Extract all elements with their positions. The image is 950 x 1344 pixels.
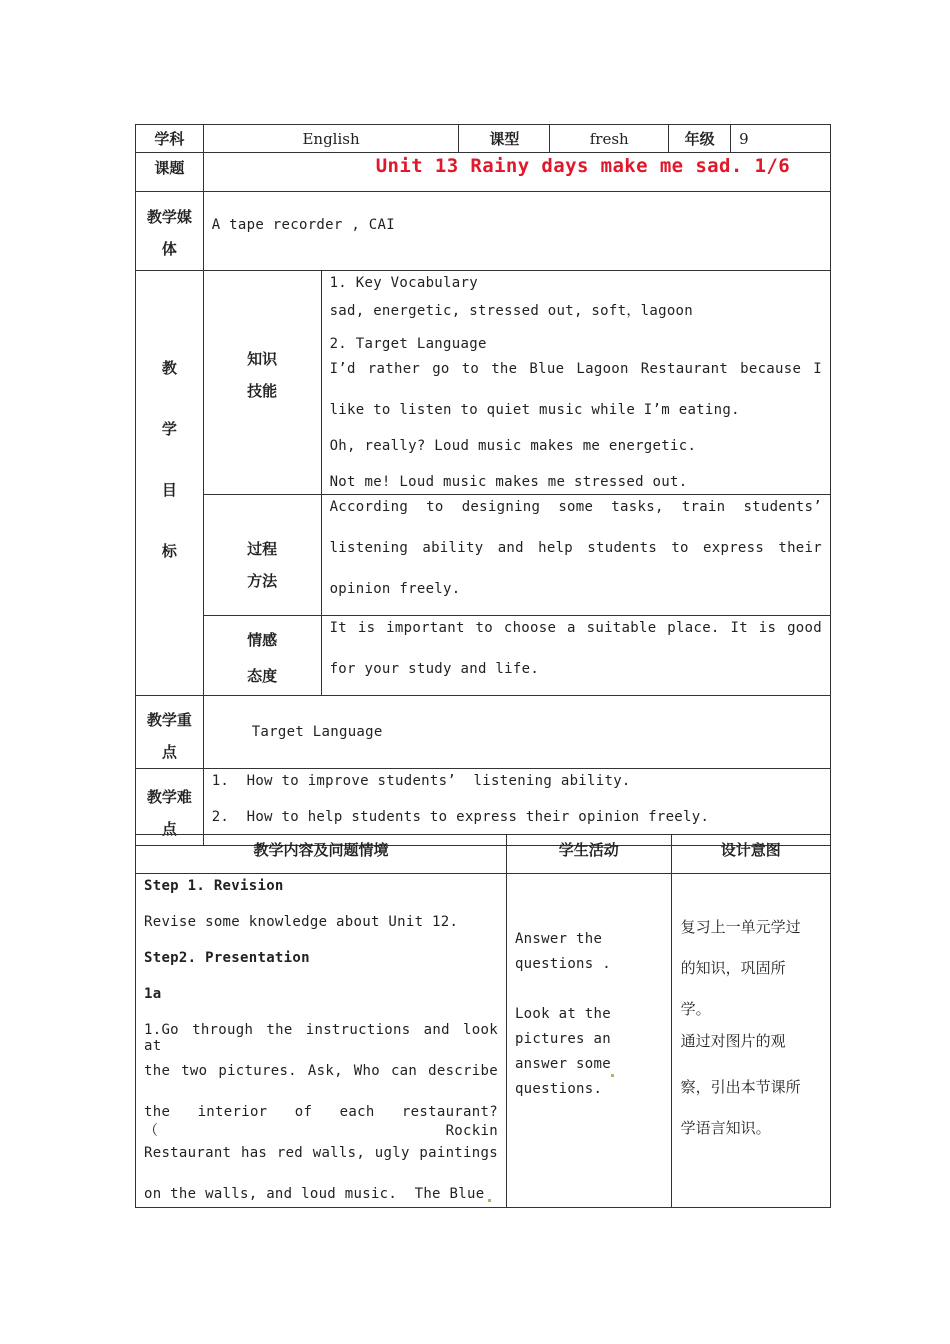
lesson-title: Unit 13 Rainy days make me sad. 1/6 <box>375 155 791 177</box>
topic-cell <box>203 153 830 192</box>
knowledge-line-3: 2. Target Language <box>329 336 487 352</box>
content-line-3: the interior of each restaurant? （Rockin <box>144 1104 498 1139</box>
objectives-label <box>136 271 204 696</box>
column-activity-header: 学生活动 <box>506 835 671 874</box>
objectives-char-1: 教 <box>161 359 177 377</box>
process-line-2: listening ability and help students to express their <box>329 540 822 556</box>
content-line-2: the two pictures. Ask, Who can describe <box>144 1063 498 1079</box>
activity-cell <box>506 874 671 1208</box>
media-label <box>136 192 204 271</box>
process-line-1: According to designing some tasks, train students’ <box>329 499 822 515</box>
emotion-label <box>203 616 321 696</box>
intent-line-2: 的知识，巩固所 <box>680 959 786 977</box>
knowledge-label-line2: 技能 <box>247 382 278 400</box>
type-value: fresh <box>550 125 669 153</box>
grade-value: 9 <box>731 125 831 153</box>
teaching-process-table <box>135 834 831 1208</box>
activity-b2-line3: answer some <box>514 1056 611 1072</box>
process-content <box>321 495 830 616</box>
content-line-5: on the walls, and loud music. The Blue <box>144 1186 485 1202</box>
emotion-label-line2: 态度 <box>247 667 278 685</box>
media-label-line2: 体 <box>161 240 177 258</box>
process-line-3: opinion freely. <box>329 581 461 597</box>
emotion-content <box>321 616 830 696</box>
type-label: 课型 <box>459 125 550 153</box>
process-label-line2: 方法 <box>247 572 278 590</box>
difficulty-item-2: 2. How to help students to express their opinion freely. <box>211 809 710 825</box>
key-points-label-line1: 教学重 <box>146 711 192 729</box>
activity-b2-line2: pictures an <box>514 1031 611 1047</box>
knowledge-content <box>321 271 830 495</box>
objectives-char-3: 目 <box>161 481 177 499</box>
intent-line-5: 察，引出本节课所 <box>680 1078 801 1096</box>
content-line-1: 1.Go through the instructions and look at <box>144 1022 498 1054</box>
lesson-info-table <box>135 124 831 846</box>
objectives-char-2: 学 <box>161 420 177 438</box>
difficulty-item-1: 1. How to improve students’ listening ability. <box>211 773 631 789</box>
column-content-header: 教学内容及问题情境 <box>136 835 507 874</box>
intent-line-3: 学。 <box>680 1000 711 1018</box>
step1-title: Step 1. Revision <box>144 878 284 894</box>
activity-b1-line1: Answer the <box>514 931 603 947</box>
activity-b2-line3-wrap <box>515 1052 671 1077</box>
knowledge-line-5: like to listen to quiet music while I’m eating. <box>329 402 740 418</box>
intent-line-4: 通过对图片的观 <box>680 1032 786 1050</box>
knowledge-line-6: Oh, really? Loud music makes me energetic. <box>329 438 697 454</box>
topic-label: 课题 <box>136 153 204 192</box>
intent-line-1: 复习上一单元学过 <box>680 918 801 936</box>
content-line-5-wrap <box>144 1186 498 1202</box>
intent-cell <box>671 874 830 1208</box>
content-line-4: Restaurant has red walls, ugly paintings <box>144 1145 498 1161</box>
mark-dot <box>488 1199 491 1202</box>
difficulties-label-line2: 点 <box>161 820 177 838</box>
objectives-char-4: 标 <box>161 542 177 560</box>
knowledge-line-2: sad, energetic, stressed out, soft，lagoon <box>329 303 694 319</box>
key-points-label-line2: 点 <box>161 743 177 761</box>
subject-label: 学科 <box>136 125 204 153</box>
mark-dot-2 <box>611 1074 614 1077</box>
knowledge-line-1: 1. Key Vocabulary <box>329 275 478 291</box>
activity-b1-line2: questions . <box>514 956 611 972</box>
grade-label: 年级 <box>669 125 731 153</box>
emotion-line-2: for your study and life. <box>329 661 540 677</box>
activity-b2-line4: questions. <box>514 1081 603 1097</box>
key-points-label <box>136 696 204 769</box>
difficulties-label-line1: 教学难 <box>146 788 192 806</box>
sub-1a: 1a <box>144 986 162 1002</box>
step1-text: Revise some knowledge about Unit 12. <box>144 914 459 930</box>
process-label <box>203 495 321 616</box>
media-value: A tape recorder , CAI <box>203 192 830 271</box>
emotion-line-1: It is important to choose a suitable place. It is good <box>329 620 822 636</box>
knowledge-line-4: I’d rather go to the Blue Lagoon Restaurant because I <box>329 361 822 377</box>
media-label-line1: 教学媒 <box>146 208 192 226</box>
knowledge-label-line1: 知识 <box>247 350 278 368</box>
knowledge-label <box>203 271 321 495</box>
emotion-label-line1: 情感 <box>247 631 278 649</box>
knowledge-line-7: Not me! Loud music makes me stressed out. <box>329 474 688 490</box>
intent-line-6: 学语言知识。 <box>680 1119 771 1137</box>
step2-title: Step2. Presentation <box>144 950 310 966</box>
subject-value: English <box>203 125 459 153</box>
content-cell <box>136 874 507 1208</box>
activity-b2-line1: Look at the <box>514 1006 611 1022</box>
column-intent-header: 设计意图 <box>671 835 830 874</box>
process-label-line1: 过程 <box>247 540 278 558</box>
key-points-value: Target Language <box>203 696 830 769</box>
